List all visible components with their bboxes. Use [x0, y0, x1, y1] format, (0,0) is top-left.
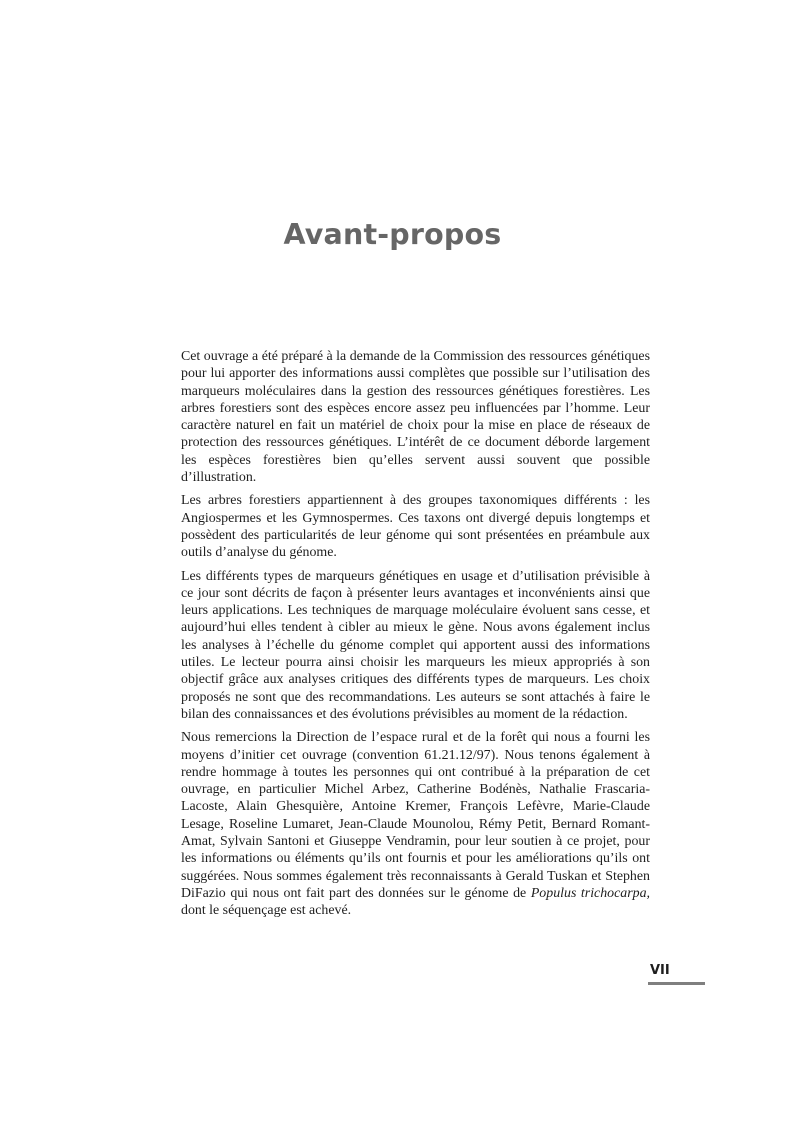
- paragraph-taxonomy: Les arbres forestiers appartiennent à des groupes taxonomiques différents : les Angiospermes et les Gymnospermes. Ces taxons ont divergé depuis longtemps et possèdent des particularités de leur génome qui sont présentées en préambule aux outils d’analyse du génome.: [181, 493, 650, 561]
- page-number: VII: [650, 963, 670, 978]
- paragraph-markers: Les différents types de marqueurs génétiques en usage et d’utilisation prévisible à ce jour sont décrits de façon à présenter leurs avantages et inconvénients ainsi que leurs applications. Les techniques de marquage moléculaire évoluent sans cesse, et aujourd’hui elles tendent à cibler au mieux le gène. Nous avons également inclus les analyses à l’échelle du génome complet qui apportent aussi des informations utiles. Le lecteur pourra ainsi choisir les marqueurs les mieux appropriés à son objectif grâce aux analyses critiques des différents types de marqueurs. Les choix proposés ne sont que des recommandations. Les auteurs se sont attachés à faire le bilan des connaissances et des évolutions prévisibles au moment de la rédaction.: [181, 568, 650, 722]
- species-name: Populus trichocarpa,: [530, 885, 650, 901]
- acknowledgements-text: Nous remercions la Direction de l’espace rural et de la forêt qui nous a fourni les moyens d’initier cet ouvrage (convention 61.21.12/97). Nous tenons également à rendre hommage à toutes les personnes qui ont contribué à la préparation de cet ouvrage, en particulier Michel Arbez, Catherine Bodénès, Nathalie Frascaria-Lacoste, Alain Ghesquière, Antoine Kremer, François Lefèvre, Marie-Claude Lesage, Roseline Lumaret, Jean-Claude Mounolou, Rémy Petit, Bernard Romant-Amat, Sylvain Santoni et Giuseppe Vendramin, pour leur soutien à ce projet, pour les informations ou éléments qu’ils ont fournis et pour les améliorations qu’ils ont suggérées. Nous sommes également très reconnaissants à Gerald Tuskan et Stephen DiFazio qui nous ont fait part des données sur le génome de: [181, 730, 650, 901]
- page-title: Avant-propos: [283, 218, 502, 251]
- page-number-rule: [648, 982, 705, 985]
- foreword-body: [181, 348, 650, 926]
- paragraph-purpose: Cet ouvrage a été préparé à la demande de la Commission des ressources génétiques pour lui apporter des informations aussi complètes que possible sur l’utilisation des marqueurs moléculaires dans la gestion des ressources génétiques forestières. Les arbres forestiers sont des espèces encore assez peu influencées par l’homme. Leur caractère naturel en fait un matériel de choix pour la mise en place de réseaux de protection des ressources génétiques. L’intérêt de ce document déborde largement les espèces forestières bien qu’elles servent aussi souvent que possible d’illustration.: [181, 349, 650, 486]
- paragraph-acknowledgements: [181, 729, 650, 919]
- acknowledgements-end: dont le séquençage est achevé.: [181, 903, 352, 919]
